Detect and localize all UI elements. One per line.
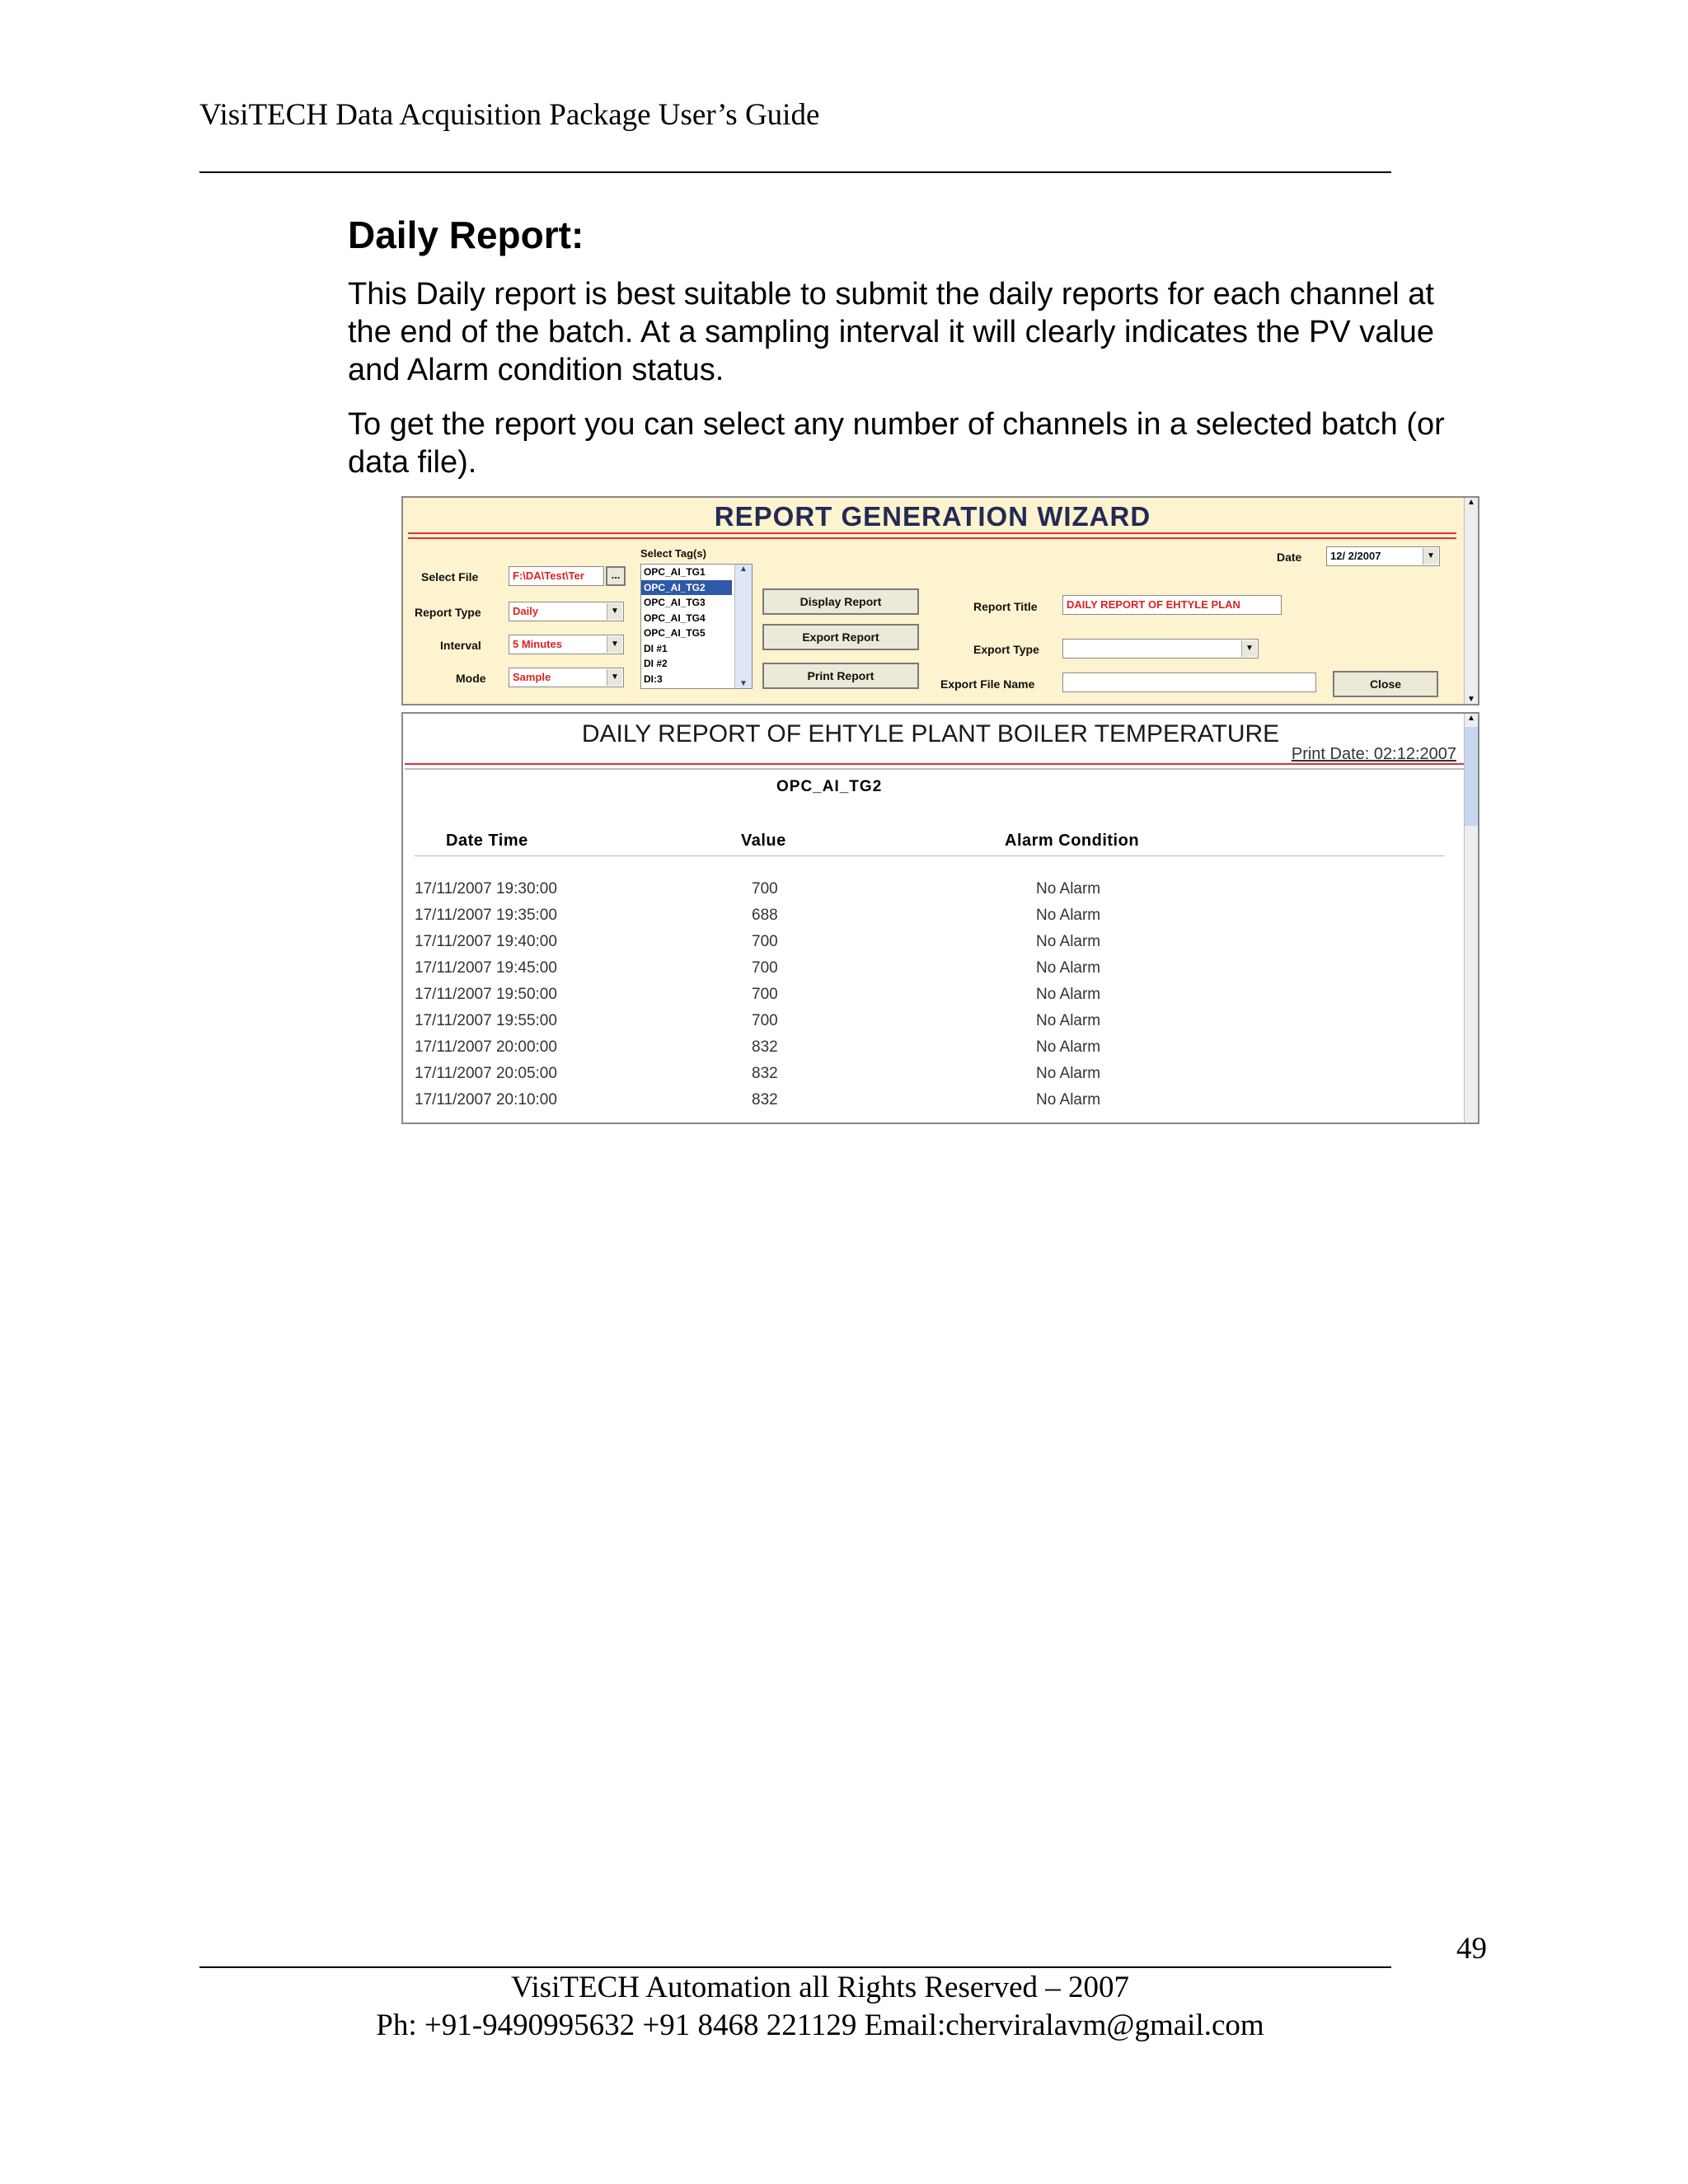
row-date-time: 17/11/2007 19:30:00 xyxy=(415,880,557,898)
page-number: 49 xyxy=(1456,1932,1487,1966)
select-tags-label: Select Tag(s) xyxy=(640,547,706,560)
row-value: 688 xyxy=(752,907,778,924)
table-row xyxy=(403,1038,1450,1065)
selection-paragraph: To get the report you can select any number of channels in a selected batch (or data file). xyxy=(348,407,1445,480)
row-value: 832 xyxy=(752,1065,778,1082)
row-value: 700 xyxy=(752,959,778,977)
row-alarm: No Alarm xyxy=(1036,1065,1101,1082)
tag-listbox[interactable] xyxy=(640,564,753,689)
print-report-button[interactable]: Print Report xyxy=(762,663,919,689)
tag-item[interactable]: OPC_AI_TG4 xyxy=(644,612,706,624)
date-picker[interactable] xyxy=(1326,546,1440,566)
row-value: 700 xyxy=(752,880,778,898)
chevron-down-icon[interactable]: ▼ xyxy=(607,636,622,653)
interval-value: 5 Minutes xyxy=(513,638,562,650)
table-row xyxy=(403,1012,1450,1038)
report-title-input[interactable]: DAILY REPORT OF EHTYLE PLAN xyxy=(1062,595,1282,615)
tag-item[interactable]: DI #1 xyxy=(644,642,668,654)
tag-item[interactable]: OPC_AI_TG1 xyxy=(644,566,706,578)
row-alarm: No Alarm xyxy=(1036,986,1101,1003)
row-date-time: 17/11/2007 19:45:00 xyxy=(415,959,557,977)
tag-item[interactable]: OPC_AI_TG5 xyxy=(644,627,706,639)
chevron-down-icon[interactable]: ▼ xyxy=(607,603,622,620)
wizard-title: REPORT GENERATION WIZARD xyxy=(714,501,1151,532)
report-tag-name: OPC_AI_TG2 xyxy=(776,778,883,795)
row-alarm: No Alarm xyxy=(1036,1038,1101,1056)
table-row xyxy=(403,1091,1450,1118)
report-scrollbar[interactable] xyxy=(1464,714,1478,1124)
row-date-time: 17/11/2007 20:00:00 xyxy=(415,1038,557,1056)
row-alarm: No Alarm xyxy=(1036,907,1101,924)
intro-paragraph: This Daily report is best suitable to submit the daily reports for each channel at the end of the batch. At a sampling interval it will clearly indicates the PV value and Alarm condition status. xyxy=(348,277,1435,387)
row-alarm: No Alarm xyxy=(1036,933,1101,950)
report-generation-wizard xyxy=(401,496,1479,705)
header-rule xyxy=(415,855,1445,856)
export-report-button[interactable]: Export Report xyxy=(762,624,919,650)
chevron-down-icon[interactable]: ▼ xyxy=(1423,548,1438,565)
table-row xyxy=(403,880,1450,907)
row-alarm: No Alarm xyxy=(1036,880,1101,898)
chevron-down-icon[interactable]: ▼ xyxy=(607,669,622,686)
report-type-label: Report Type xyxy=(415,606,481,619)
footer-rule xyxy=(199,1966,1391,1968)
export-file-name-label: Export File Name xyxy=(940,677,1035,691)
scrollbar-thumb[interactable] xyxy=(1465,727,1478,826)
row-date-time: 17/11/2007 19:40:00 xyxy=(415,933,557,950)
report-type-select[interactable] xyxy=(509,602,624,621)
interval-label: Interval xyxy=(440,639,481,652)
wizard-divider xyxy=(408,532,1456,534)
tag-list-scrollbar[interactable] xyxy=(734,565,752,688)
row-value: 832 xyxy=(752,1091,778,1108)
wizard-scrollbar[interactable] xyxy=(1464,498,1478,704)
report-title-label: Report Title xyxy=(973,600,1038,613)
row-alarm: No Alarm xyxy=(1036,1012,1101,1029)
mode-select[interactable] xyxy=(509,668,624,687)
tag-item-selected[interactable]: OPC_AI_TG2 xyxy=(641,580,732,596)
column-header-value: Value xyxy=(741,832,786,850)
scroll-up-icon[interactable]: ▲ xyxy=(1467,714,1475,723)
tag-item[interactable]: DI:3 xyxy=(644,673,663,685)
mode-label: Mode xyxy=(456,672,486,685)
report-title: DAILY REPORT OF EHTYLE PLANT BOILER TEMPERATURE xyxy=(581,720,1280,748)
row-value: 700 xyxy=(752,933,778,950)
date-value: 12/ 2/2007 xyxy=(1330,550,1381,562)
scroll-down-icon[interactable]: ▼ xyxy=(1467,695,1475,704)
export-file-name-input[interactable] xyxy=(1062,673,1316,692)
export-type-select[interactable] xyxy=(1062,639,1259,658)
row-date-time: 17/11/2007 20:10:00 xyxy=(415,1091,557,1108)
column-header-alarm-condition: Alarm Condition xyxy=(1005,832,1140,850)
table-row xyxy=(403,959,1450,986)
report-type-value: Daily xyxy=(513,605,539,617)
header-rule xyxy=(199,171,1391,173)
row-alarm: No Alarm xyxy=(1036,1091,1101,1108)
tag-item[interactable]: DI #2 xyxy=(644,658,668,669)
interval-select[interactable] xyxy=(509,635,624,654)
document-header: VisiTECH Data Acquisition Package User’s Guide xyxy=(199,98,820,132)
column-header-date-time: Date Time xyxy=(446,832,528,850)
row-date-time: 17/11/2007 19:50:00 xyxy=(415,986,557,1003)
row-date-time: 17/11/2007 19:35:00 xyxy=(415,907,557,924)
daily-report-preview xyxy=(401,712,1479,1124)
close-button[interactable]: Close xyxy=(1333,671,1438,697)
wizard-divider xyxy=(408,537,1456,539)
row-date-time: 17/11/2007 19:55:00 xyxy=(415,1012,557,1029)
select-file-label: Select File xyxy=(421,570,479,583)
display-report-button[interactable]: Display Report xyxy=(762,588,919,615)
section-title: Daily Report: xyxy=(348,213,584,256)
select-file-field[interactable]: F:\DA\Test\Ter xyxy=(509,566,604,586)
report-divider xyxy=(405,763,1465,765)
table-row xyxy=(403,907,1450,933)
export-type-label: Export Type xyxy=(973,643,1039,656)
row-value: 700 xyxy=(752,986,778,1003)
date-label: Date xyxy=(1277,551,1302,564)
tag-item[interactable]: OPC_AI_TG3 xyxy=(644,597,706,608)
table-row xyxy=(403,986,1450,1012)
scroll-down-icon[interactable]: ▼ xyxy=(739,679,748,688)
row-date-time: 17/11/2007 20:05:00 xyxy=(415,1065,557,1082)
row-value: 832 xyxy=(752,1038,778,1056)
chevron-down-icon[interactable]: ▼ xyxy=(1241,640,1257,657)
scroll-up-icon[interactable]: ▲ xyxy=(1467,498,1475,507)
footer-copyright: VisiTECH Automation all Rights Reserved – 2007 xyxy=(510,1971,1130,2004)
report-divider xyxy=(405,768,1465,770)
footer-contact: Ph: +91-9490995632 +91 8468 221129 Email:cherviralavm@gmail.com xyxy=(376,2008,1264,2042)
table-row xyxy=(403,933,1450,959)
table-row xyxy=(403,1065,1450,1091)
row-alarm: No Alarm xyxy=(1036,959,1101,977)
scroll-up-icon[interactable]: ▲ xyxy=(739,565,748,574)
print-date: Print Date: 02:12:2007 xyxy=(1291,745,1456,763)
row-value: 700 xyxy=(752,1012,778,1029)
mode-value: Sample xyxy=(513,671,551,683)
browse-file-button[interactable]: ... xyxy=(606,566,626,586)
